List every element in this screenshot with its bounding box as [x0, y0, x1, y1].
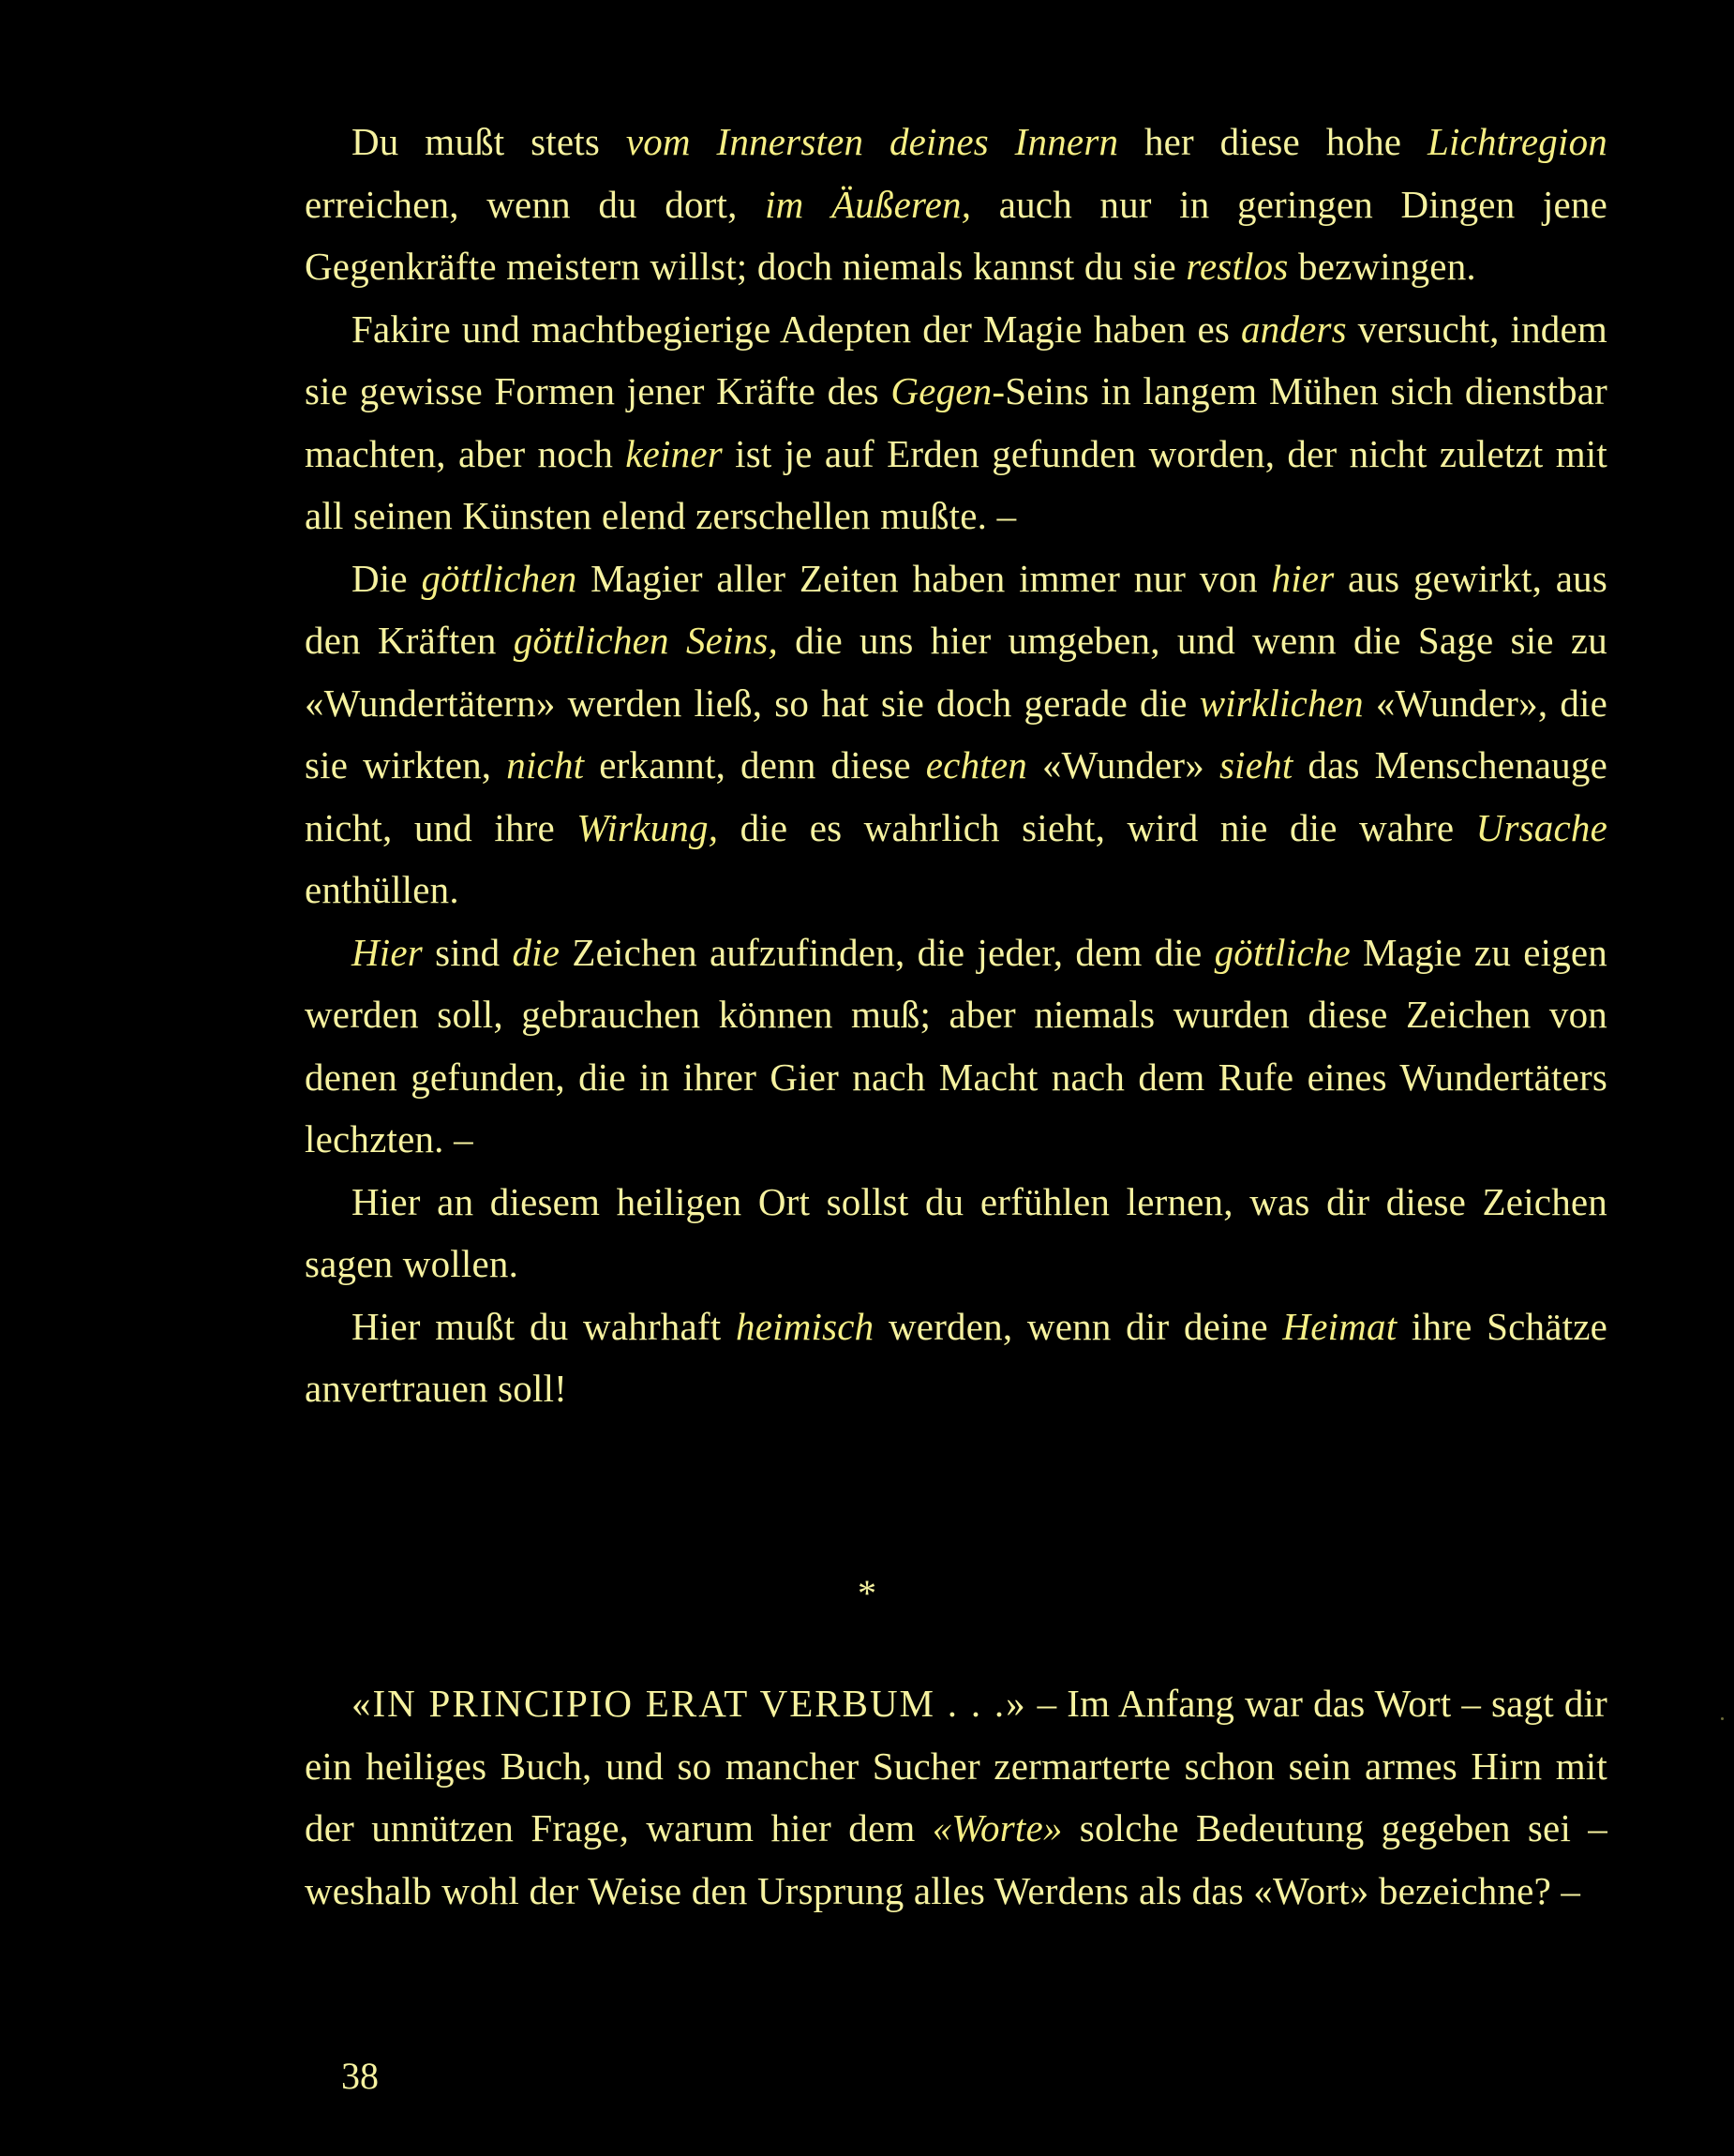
emphasized-text: im Äußeren, [765, 182, 972, 226]
emphasized-text: sieht [1218, 743, 1293, 786]
main-text-block [305, 111, 1607, 1420]
text-run: erreichen, wenn du dort, [305, 182, 766, 226]
emphasized-text: die [512, 930, 561, 974]
text-run: Die [351, 556, 422, 600]
emphasized-text: «Worte» [932, 1806, 1063, 1849]
emphasized-text: nicht [506, 743, 585, 786]
text-run: Hier an diesem heiligen Ort sollst du erfühlen lernen, was dir diese Zeichen sagen wollen. [305, 1179, 1607, 1285]
text-run: versucht, indem sie gewisse Formen jener Kräfte des [305, 307, 1607, 412]
text-run: werden, wenn dir deine [874, 1304, 1283, 1348]
paragraph-in-principio [305, 1672, 1607, 1922]
text-run: das Menschenauge nicht, und ihre [305, 743, 1607, 849]
text-run: sind [422, 930, 513, 974]
emphasized-text: heimisch [736, 1304, 874, 1348]
text-run: «Wunder» [1026, 743, 1219, 786]
text-run: erkannt, denn diese [584, 743, 926, 786]
emphasized-text: vom Innersten deines Innern [625, 120, 1119, 163]
paragraph-2 [305, 298, 1607, 547]
emphasized-text: göttlichen [421, 556, 577, 600]
text-run: Du mußt stets [351, 120, 626, 163]
text-run: «Wunder», die sie wirkten, [305, 681, 1608, 786]
scan-speck [1721, 1717, 1724, 1720]
text-run: Magie zu eigen werden soll, gebrauchen können muß; aber niemals wurden diese Zeichen von denen gefunden, die in ihrer Gier nach Macht nach dem Rufe eines Wundertäters lechzten. – [305, 930, 1607, 1160]
emphasized-text: hier [1271, 556, 1335, 600]
emphasized-text: echten [925, 743, 1027, 786]
paragraph-1 [305, 111, 1607, 298]
text-run: ist je auf Erden gefunden worden, der nicht zuletzt mit all seinen Künsten elend zerschellen mußte. – [305, 431, 1607, 537]
section-separator: * [858, 1572, 876, 1614]
text-run: auch nur in geringen Dingen jene Gegenkräfte meistern willst; doch niemals kannst du sie [305, 182, 1607, 288]
emphasized-text: anders [1240, 307, 1347, 351]
text-run: solche Bedeutung gegeben sei – weshalb wohl der Weise den Ursprung alles Werdens als das «Wort» bezeichne? – [305, 1806, 1607, 1912]
emphasized-text: wirklichen [1199, 681, 1364, 725]
text-run: – Im Anfang war das Wort – sagt dir ein heiliges Buch, und so mancher Sucher zermarterte schon sein armes Hirn mit der unnützen Frage, warum hier dem [305, 1682, 1607, 1849]
text-run: die es wahrlich sieht, wird nie die wahre [718, 805, 1476, 849]
text-run: Zeichen aufzufinden, die jeder, dem die [560, 930, 1215, 974]
emphasized-text: Heimat [1282, 1304, 1398, 1348]
emphasized-text: göttlichen Seins, [513, 619, 778, 662]
emphasized-text: Ursache [1475, 805, 1607, 849]
text-run: die uns hier umgeben, und wenn die Sage sie zu «Wundertätern» werden ließ, so hat sie doch gerade die [305, 619, 1607, 725]
emphasized-text: Wirkung, [576, 805, 719, 849]
text-run: ihre Schätze anvertrauen soll! [305, 1304, 1607, 1410]
text-run: enthüllen. [305, 868, 459, 911]
second-section-text [305, 1672, 1607, 1922]
paragraph-5 [305, 1171, 1607, 1295]
paragraph-3 [305, 547, 1607, 921]
emphasized-text: Gegen- [890, 369, 1006, 412]
text-run: bezwingen. [1288, 245, 1476, 288]
text-run: her diese hohe [1118, 120, 1428, 163]
page-number: 38 [341, 2055, 379, 2097]
emphasized-text: keiner [625, 431, 723, 475]
paragraph-4 [305, 921, 1607, 1171]
emphasized-text: Lichtregion [1427, 120, 1607, 163]
text-run: Hier mußt du wahrhaft [351, 1304, 736, 1348]
text-run: Magier aller Zeiten haben immer nur von [576, 556, 1272, 600]
text-run: «IN PRINCIPIO ERAT VERBUM . . .» [351, 1682, 1027, 1725]
text-run: Seins in langem Mühen sich dienstbar machten, aber noch [305, 369, 1607, 475]
emphasized-text: Hier [351, 930, 423, 974]
emphasized-text: restlos [1186, 245, 1289, 288]
emphasized-text: göttliche [1214, 930, 1351, 974]
paragraph-6 [305, 1295, 1607, 1420]
text-run: aus gewirkt, aus den Kräften [305, 556, 1607, 662]
text-run: Fakire und machtbegierige Adepten der Magie haben es [351, 307, 1241, 351]
